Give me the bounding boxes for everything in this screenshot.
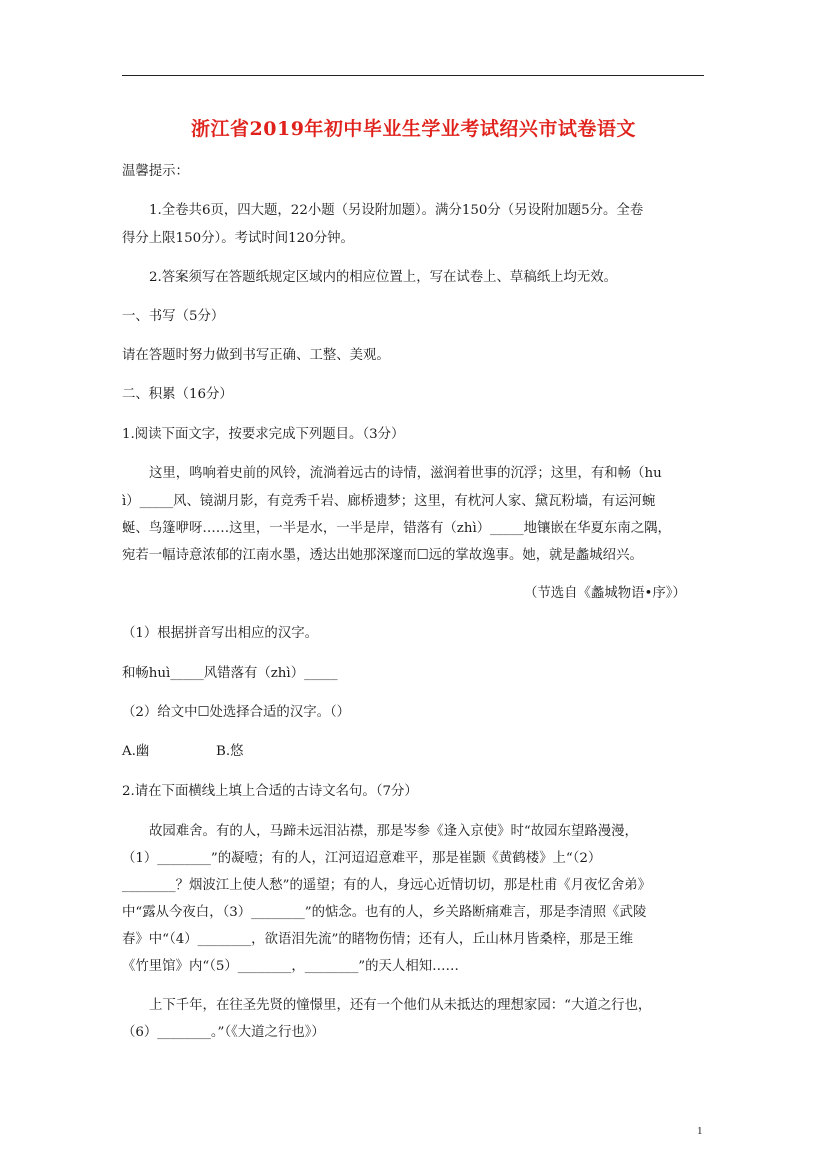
question-1: 1.阅读下面文字，按要求完成下列题目。（3分）: [122, 427, 405, 442]
header-rule: [122, 75, 704, 76]
passage-2-line-2: （1）________”的凝噎；有的人，江河迢迢意难平，那是崔颢《黄鹤楼》上“（2）: [122, 851, 602, 866]
question-1-1-blanks: 和畅huì_____风错落有（zhì）_____: [122, 666, 338, 681]
tip-1-line-1: 1.全卷共6页，四大题，22小题（另设附加题）。满分150分（另设附加题5分。全卷: [149, 203, 644, 218]
passage-2-line-6: 《竹里馆》内“（5）________，________”的天人相知……: [122, 959, 459, 974]
passage-2-line-1: 故园难舍。有的人，马蹄未远泪沾襟，那是岑参《逢入京使》时“故园东望路漫漫，: [149, 824, 638, 839]
question-2: 2.请在下面横线上填上合适的古诗文名句。（7分）: [122, 784, 418, 799]
passage-1-line-3: 蜒、鸟篷咿呀……这里，一半是水，一半是岸，错落有（zhì）_____地镶嵌在华夏东南之隅，: [122, 521, 671, 536]
question-1-1: （1）根据拼音写出相应的汉字。: [122, 626, 318, 641]
passage-1-line-1: 这里，鸣响着史前的风铃，流淌着远古的诗情，滋润着世事的沉浮；这里，有和畅（hu: [149, 466, 662, 481]
tip-1-line-2: 得分上限150分）。考试时间120分钟。: [122, 231, 354, 246]
section-2-heading: 二、积累（16分）: [122, 387, 233, 402]
passage-2-line-5: 春》中“（4）________，欲语泪先流”的睹物伤情；还有人，丘山林月皆桑梓，那是王维: [122, 932, 633, 947]
passage-1-line-4: 宛若一幅诗意浓郁的江南水墨，透达出她那深邃而☐远的掌故逸事。她，就是蠡城绍兴。: [122, 548, 643, 563]
question-1-2: （2）给文中☐处选择合适的汉字。（）: [122, 705, 351, 720]
passage-3-line-1: 上下千年，在往圣先贤的憧憬里，还有一个他们从未抵达的理想家园：“大道之行也，: [149, 998, 652, 1013]
tip-2: 2.答案须写在答题纸规定区域内的相应位置上，写在试卷上、草稿纸上均无效。: [149, 270, 618, 285]
passage-1-source: （节选自《蠡城物语•序》）: [524, 586, 686, 601]
tips-heading: 温馨提示：: [122, 164, 189, 179]
page-number: 1: [697, 1125, 703, 1137]
section-1-heading: 一、书写（5分）: [122, 309, 225, 324]
passage-3-line-2: （6）________。”（《大道之行也》）: [122, 1025, 325, 1040]
passage-1-line-2: ì）_____风、镜湖月影，有竞秀千岩、廊桥遗梦；这里，有枕河人家、黛瓦粉墙，有运河蜿: [122, 494, 656, 509]
passage-2-line-3: ________？烟波江上使人愁”的遥望；有的人，身远心近情切切，那是杜甫《月夜忆舍弟》: [122, 878, 652, 893]
passage-2-line-4: 中“露从今夜白，（3）________”的惦念。也有的人，乡关路断痛难言，那是李清照《武陵: [122, 905, 647, 920]
option-b: B.悠: [216, 744, 244, 759]
section-1-text: 请在答题时努力做到书写正确、工整、美观。: [122, 348, 390, 363]
exam-title: 浙江省2019年初中毕业生学业考试绍兴市试卷语文: [191, 118, 636, 140]
option-a: A.幽: [122, 744, 150, 759]
